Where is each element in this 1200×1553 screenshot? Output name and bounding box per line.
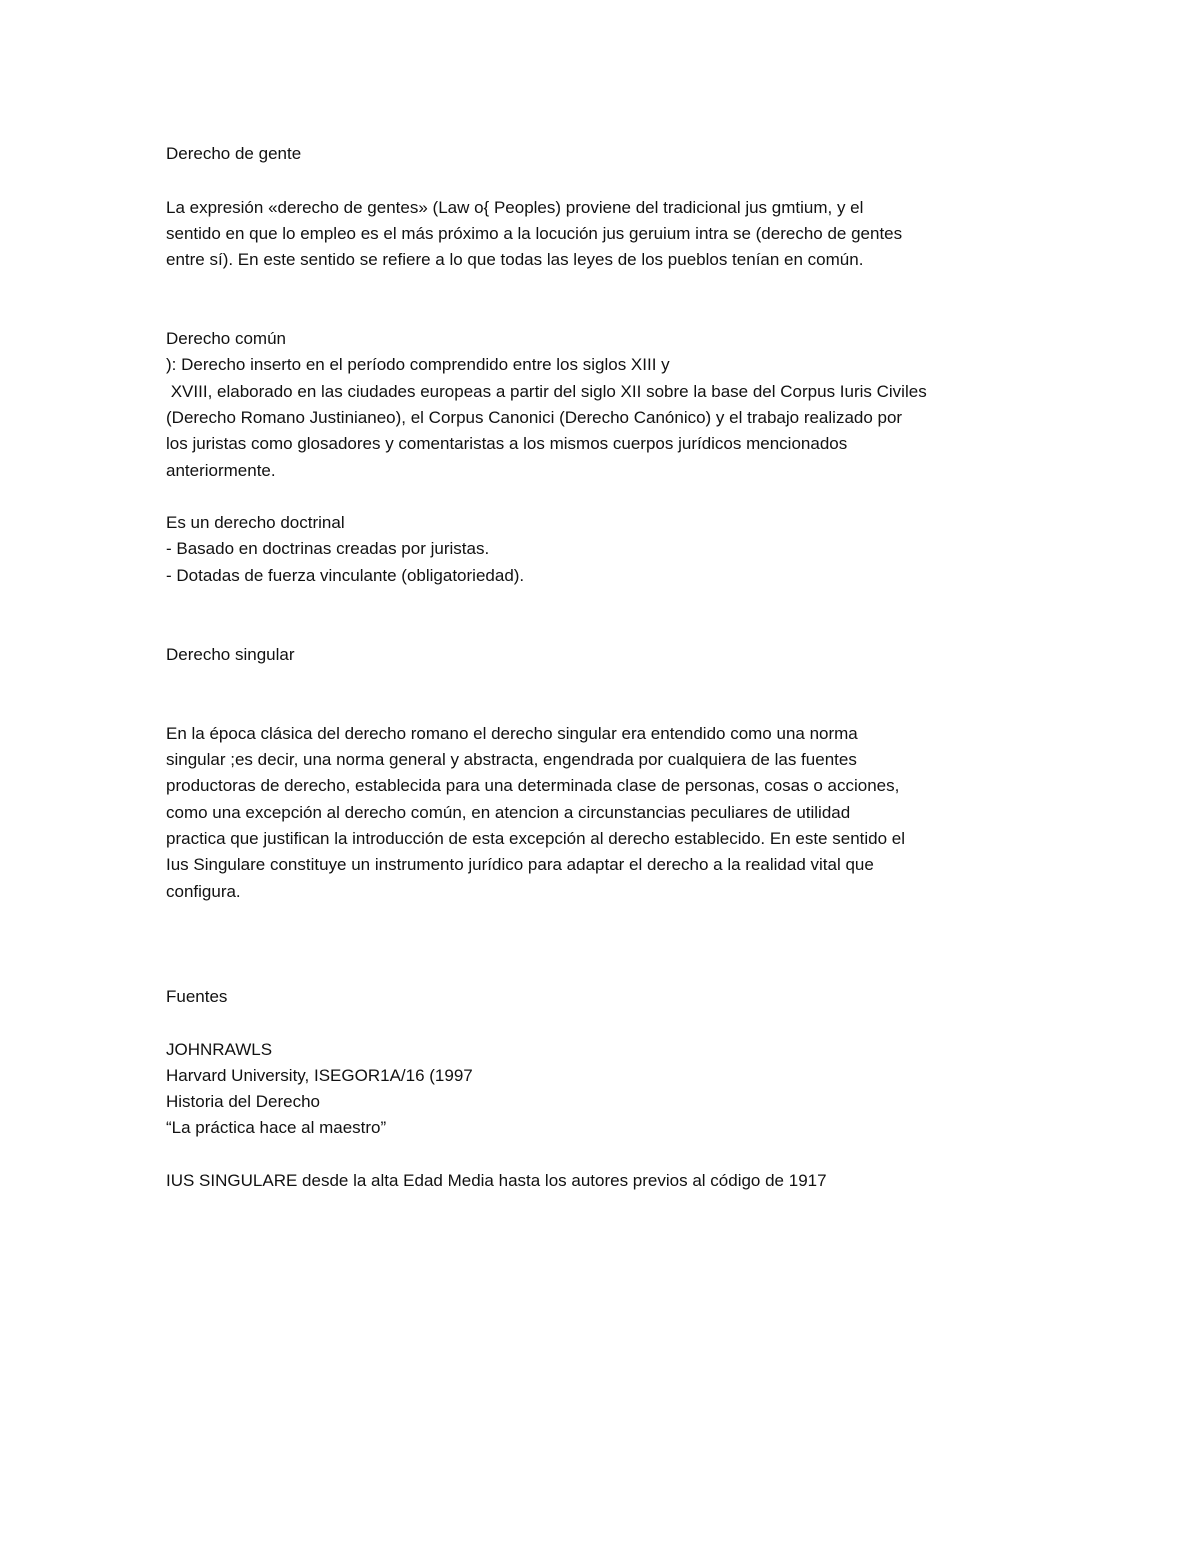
source-line: Historia del Derecho xyxy=(166,1092,321,1111)
paragraph-line: XVIII, elaborado en las ciudades europeas a partir del siglo XII sobre la base del Corpus Iuris Civiles xyxy=(166,382,927,401)
paragraph-line: En la época clásica del derecho romano el derecho singular era entendido como una norma xyxy=(166,724,858,743)
heading-derecho-singular: Derecho singular xyxy=(166,645,295,664)
doctrinal-heading: Es un derecho doctrinal xyxy=(166,513,345,532)
source-line: JOHNRAWLS xyxy=(166,1040,273,1059)
paragraph-line: (Derecho Romano Justinianeo), el Corpus Canonici (Derecho Canónico) y el trabajo realizado por xyxy=(166,408,903,427)
doctrinal-item: - Dotadas de fuerza vinculante (obligatoriedad). xyxy=(166,566,525,585)
source-line: “La práctica hace al maestro” xyxy=(166,1118,387,1137)
source-line: Harvard University, ISEGOR1A/16 (1997 xyxy=(166,1066,473,1085)
heading-derecho-de-gente: Derecho de gente xyxy=(166,144,302,163)
source-line: IUS SINGULARE desde la alta Edad Media hasta los autores previos al código de 1917 xyxy=(166,1171,827,1190)
paragraph-line: entre sí). En este sentido se refiere a lo que todas las leyes de los pueblos tenían en común. xyxy=(166,250,864,269)
paragraph-line: productoras de derecho, establecida para una determinada clase de personas, cosas o acciones, xyxy=(166,776,900,795)
paragraph-line: anteriormente. xyxy=(166,461,276,480)
paragraph-line: Ius Singulare constituye un instrumento jurídico para adaptar el derecho a la realidad vital que xyxy=(166,855,874,874)
heading-fuentes: Fuentes xyxy=(166,987,228,1006)
paragraph-line: configura. xyxy=(166,882,241,901)
paragraph-line: como una excepción al derecho común, en atencion a circunstancias peculiares de utilidad xyxy=(166,803,851,822)
paragraph-line: sentido en que lo empleo es el más próximo a la locución jus geruium intra se (derecho de gentes xyxy=(166,224,903,243)
paragraph-line: los juristas como glosadores y comentaristas a los mismos cuerpos jurídicos mencionados xyxy=(166,434,848,453)
heading-derecho-comun: Derecho común xyxy=(166,329,287,348)
doctrinal-item: - Basado en doctrinas creadas por juristas. xyxy=(166,539,490,558)
paragraph-line: practica que justifican la introducción de esta excepción al derecho establecido. En este sentido el xyxy=(166,829,906,848)
paragraph-line: ): Derecho inserto en el período comprendido entre los siglos XIII y xyxy=(166,355,670,374)
paragraph-line: singular ;es decir, una norma general y abstracta, engendrada por cualquiera de las fuentes xyxy=(166,750,857,769)
paragraph-line: La expresión «derecho de gentes» (Law o{ Peoples) proviene del tradicional jus gmtium, y el xyxy=(166,198,864,217)
